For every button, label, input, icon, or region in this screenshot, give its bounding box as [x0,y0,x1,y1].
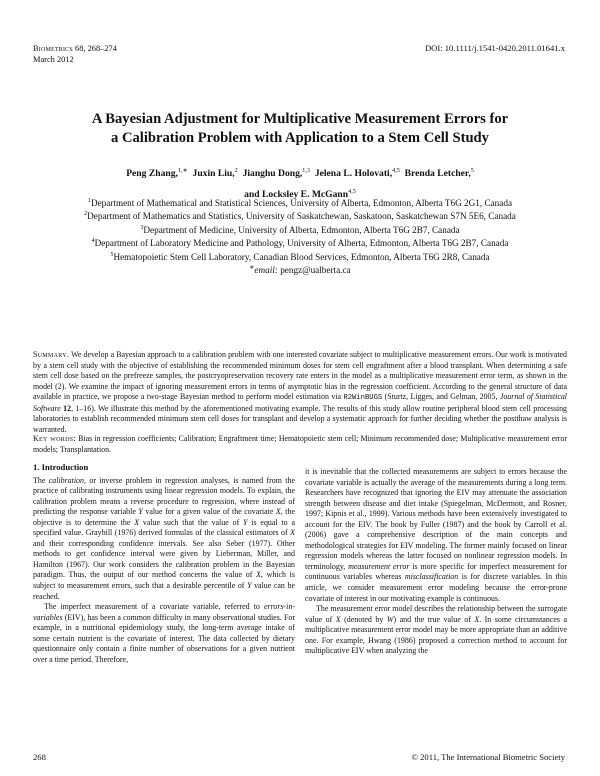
paragraph: The imperfect measurement of a covariate variable, referred to errors-in-variables (EIV), has been a common difficulty in many observational studies. For example, in a nutritional epidemiology study, the long-term average intake of some certain nutrient is the covariate of interest. The data collected by dietary questionnaire only contain a finite number of observations for a given nutrient over a time period. Therefore, [33,602,295,664]
author: and Locksley E. McGann$^{4,5}$ [244,188,356,201]
software-name: R2WinBUGS [343,394,383,403]
journal-name: Biometrics [33,44,73,53]
affiliations [50,196,550,277]
copyright: © 2011, The International Biometric Society [411,752,565,762]
author: Juxin Liu,$^2$ [192,167,238,180]
right-column [305,467,567,657]
affiliation: $^4$Department of Laboratory Medicine and Pathology, University of Alberta, Edmonton, Alberta T6G 2B7, Canada [91,238,509,249]
summary-abstract: Summary. We develop a Bayesian approach to a calibration problem with one interested covariate subject to multiplicative measurement errors. Our work is motivated by a stem cell study with the objective of establishing the recommended minimum doses for stem cell engraftment after a blood transplant. When determining a safe stem cell dose based on the prefreeze samples, the postcryopreservation recovery rate enters in the model as a multiplicative measurement error term, as shown in the model (2). We examine the impact of ignoring measurement errors in terms of asymptotic bias in the regression coefficient. According to the general structure of data available in practice, we propose a two-stage Bayesian method to perform model estimation via R2WinBUGS (Sturtz, Ligges, and Gelman, 2005, Journal of Statistical Software 12, 1–16). We illustrate this method by the aforementioned motivating example. The results of this study allow routine peripheral blood stem cell processing laboratories to establish recommended minimum stem cell doses for transplant and develop a systematic approach for further deciding whether the postthaw analysis is warranted. [33,350,567,434]
journal-header [33,43,117,65]
key-words: Key words: Bias in regression coefficients; Calibration; Engraftment time; Hematopoietic stem cell; Minimum recommended dose; Multiplicative measurement error models; Transplantation. [33,434,568,454]
author: Jelena L. Holovati,$^{4,5}$ [314,167,400,180]
paragraph: The calibration, or inverse problem in regression analyses, is named from the practice of calibrating instruments using linear regression models. To explain, the calibration problem means a reverse procedure to regression, where instead of predicting the response variable Y value for a given value of the covariate X, the objective is to determine the X value such that the value of Y is equal to a specified value. Graybill (1976) derived formulas of the classical estimators of X and their corresponding confidence intervals. See also Seber (1977). Other methods to get confidence interval were given by Lieberman, Miller, and Hamilton (1967). Our work considers the calibration problem in the Bayesian paradigm. Thus, the output of our method concerns the value of X, which is subject to measurement errors, such that a desirable percentile of Y value can be reached. [33,475,295,601]
author: Brenda Letcher,$^5$ [404,167,474,180]
issue-date: March 2012 [33,55,74,64]
author: Peng Zhang,$^{1,∗}$ [126,167,188,180]
title-line-1: A Bayesian Adjustment for Multiplicative Measurement Errors for [91,111,509,127]
paper-title [40,110,560,147]
doi: DOI: 10.1111/j.1541-0420.2011.01641.x [424,43,565,53]
corresponding-email[interactable]: ∗email: pengz@ualberta.ca [249,265,351,276]
page-number: 268 [33,752,46,762]
affiliation: $^5$Hematopoietic Stem Cell Laboratory, Canadian Blood Services, Edmonton, Alberta T6G 2R8, Canada [110,251,490,262]
keywords-heading: Key words: [33,434,76,443]
left-column [33,462,295,665]
author: Jianghu Dong,$^{1,3}$ [242,167,311,180]
paragraph: it is inevitable that the collected measurements are subject to errors because the covariate variable is actually the average of the measurements during a long term. Researchers have recognized that ignoring the EIV may attenuate the association strength between disease and diet intake (Spiegelman, McDermott, and Rosner, 1997; Kipnis et al., 1999). Various methods have been extensively investigated to account for the EIV. The book by Fuller (1987) and the book by Carroll et al. (2006) gave a comprehensive description of the main concepts and methodological strategies for EIV modeling. The former mainly focused on linear regression models whereas the latter focused on nonlinear regression models. In terminology, measurement error is more specific for imperfect measurement for continuous variables whereas misclassification is for discrete variables. In this article, we consider measurement error modeling because the error-prone covariate of interest in our motivating example is continuous. [305,467,567,603]
title-line-2: a Calibration Problem with Application to a Stem Cell Study [111,129,489,146]
paragraph: The measurement error model describes the relationship between the surrogate value of X (denoted by W) and the true value of X. In some circumstances a multiplicative measurement error model may be more appropriate than an additive one. For example, Hwang (1986) proposed a correction method to account for multiplicative EIV when analyzing the [305,604,567,656]
summary-heading: Summary. [33,350,70,359]
affiliation: $^1$Department of Mathematical and Statistical Sciences, University of Alberta, Edmonton, Alberta T6G 2G1, Canada [87,198,513,209]
volume-pages: 68, 268–274 [72,44,117,53]
section-heading: 1. Introduction [33,462,89,472]
affiliation: $^2$Department of Mathematics and Statistics, University of Saskatchewan, Saskatoon, Saskatchewan S7N 5E6, Canada [84,211,516,222]
affiliation: $^3$Department of Medicine, University of Alberta, Edmonton, Alberta T6G 2B7, Canada [140,224,460,235]
